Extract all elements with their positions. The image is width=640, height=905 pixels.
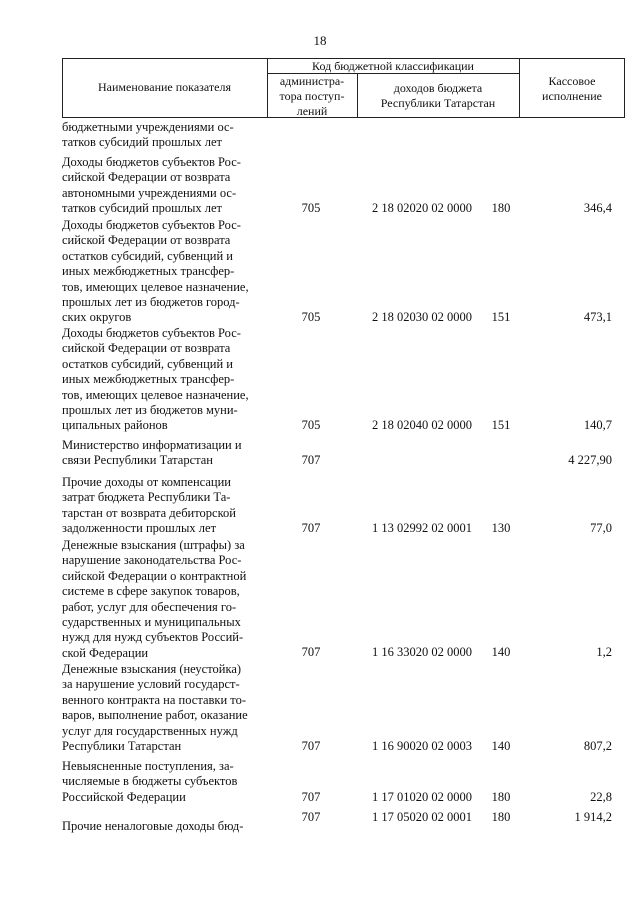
row-admin-code: 707 xyxy=(301,453,321,467)
header-cash-column: Кассовое исполнение xyxy=(542,74,602,103)
page-number: 18 xyxy=(313,33,327,48)
row-name: Денежные взыскания (штрафы) за нарушение законодательства Рос- сийской Федерации о контрактной системе в сфере закупок товаров, работ, услуг для обеспечения го- сударственных и муниципальных нужд для нужд субъектов Россий- ской Федерации xyxy=(62,538,247,660)
row-type-code: 140 xyxy=(491,739,511,753)
row-admin-code: 707 xyxy=(301,645,321,659)
row-admin-code: 705 xyxy=(301,310,321,324)
row-admin-code: 705 xyxy=(301,201,321,215)
row-amount: 1 914,2 xyxy=(574,810,612,824)
row-amount: 473,1 xyxy=(583,310,612,324)
row-income-code: 2 18 02030 02 0000 xyxy=(372,310,472,324)
row-name: бюджетными учреждениями ос- татков субсидий прошлых лет xyxy=(62,120,234,150)
row-name: Денежные взыскания (неустойка) за нарушение условий государст- венного контракта на поставки то- варов, выполнение работ, оказание услуг для государственных нужд Республики Татарстан xyxy=(62,662,248,754)
header-admin-column: администра- тора поступ- лений xyxy=(279,74,345,118)
row-amount: 140,7 xyxy=(583,418,612,432)
row-amount: 1,2 xyxy=(596,645,612,659)
row-income-code: 1 16 90020 02 0003 xyxy=(372,739,472,753)
header-classification-group: Код бюджетной классификации xyxy=(312,59,474,73)
row-name: Доходы бюджетов субъектов Рос- сийской Федерации от возврата автономными учреждениями ос- татков субсидий прошлых лет xyxy=(62,155,241,216)
row-type-code: 130 xyxy=(491,521,511,535)
row-admin-code: 707 xyxy=(301,521,321,535)
row-name: Прочие доходы от компенсации затрат бюджета Республики Та- тарстан от возврата дебиторской задолженности прошлых лет xyxy=(62,475,236,536)
row-type-code: 180 xyxy=(491,810,511,824)
row-name: Доходы бюджетов субъектов Рос- сийской Федерации от возврата остатков субсидий, субвенций и иных межбюджетных трансфер- тов, имеющих целевое назначение, прошлых лет из бюджетов муни- ципальных районов xyxy=(62,326,249,433)
row-income-code: 2 18 02040 02 0000 xyxy=(372,418,472,432)
row-admin-code: 707 xyxy=(301,739,321,753)
header-name-column: Наименование показателя xyxy=(98,80,231,94)
row-name: Министерство информатизации и связи Республики Татарстан xyxy=(62,438,242,468)
row-admin-code: 705 xyxy=(301,418,321,432)
row-type-code: 151 xyxy=(491,418,511,432)
row-amount: 346,4 xyxy=(583,201,612,215)
row-type-code: 180 xyxy=(491,201,511,215)
row-amount: 4 227,90 xyxy=(568,453,612,467)
row-type-code: 180 xyxy=(491,790,511,804)
row-income-code: 1 17 05020 02 0001 xyxy=(372,810,472,824)
row-admin-code: 707 xyxy=(301,790,321,804)
row-amount: 77,0 xyxy=(590,521,612,535)
row-admin-code: 707 xyxy=(301,810,321,824)
header-income-column: доходов бюджета Республики Татарстан xyxy=(380,81,496,110)
row-income-code: 2 18 02020 02 0000 xyxy=(372,201,472,215)
row-name: Доходы бюджетов субъектов Рос- сийской Федерации от возврата остатков субсидий, субвенций и иных межбюджетных трансфер- тов, имеющих целевое назначение, прошлых лет из бюджетов город- ских округов xyxy=(62,218,249,325)
row-type-code: 151 xyxy=(491,310,511,324)
row-type-code: 140 xyxy=(491,645,511,659)
row-amount: 22,8 xyxy=(590,790,612,804)
row-name: Прочие неналоговые доходы бюд- xyxy=(62,819,244,833)
row-name: Невыясненные поступления, за- числяемые в бюджеты субъектов Российской Федерации xyxy=(62,759,238,804)
row-income-code: 1 16 33020 02 0000 xyxy=(372,645,472,659)
row-income-code: 1 17 01020 02 0000 xyxy=(372,790,472,804)
row-income-code: 1 13 02992 02 0001 xyxy=(372,521,472,535)
row-amount: 807,2 xyxy=(583,739,612,753)
